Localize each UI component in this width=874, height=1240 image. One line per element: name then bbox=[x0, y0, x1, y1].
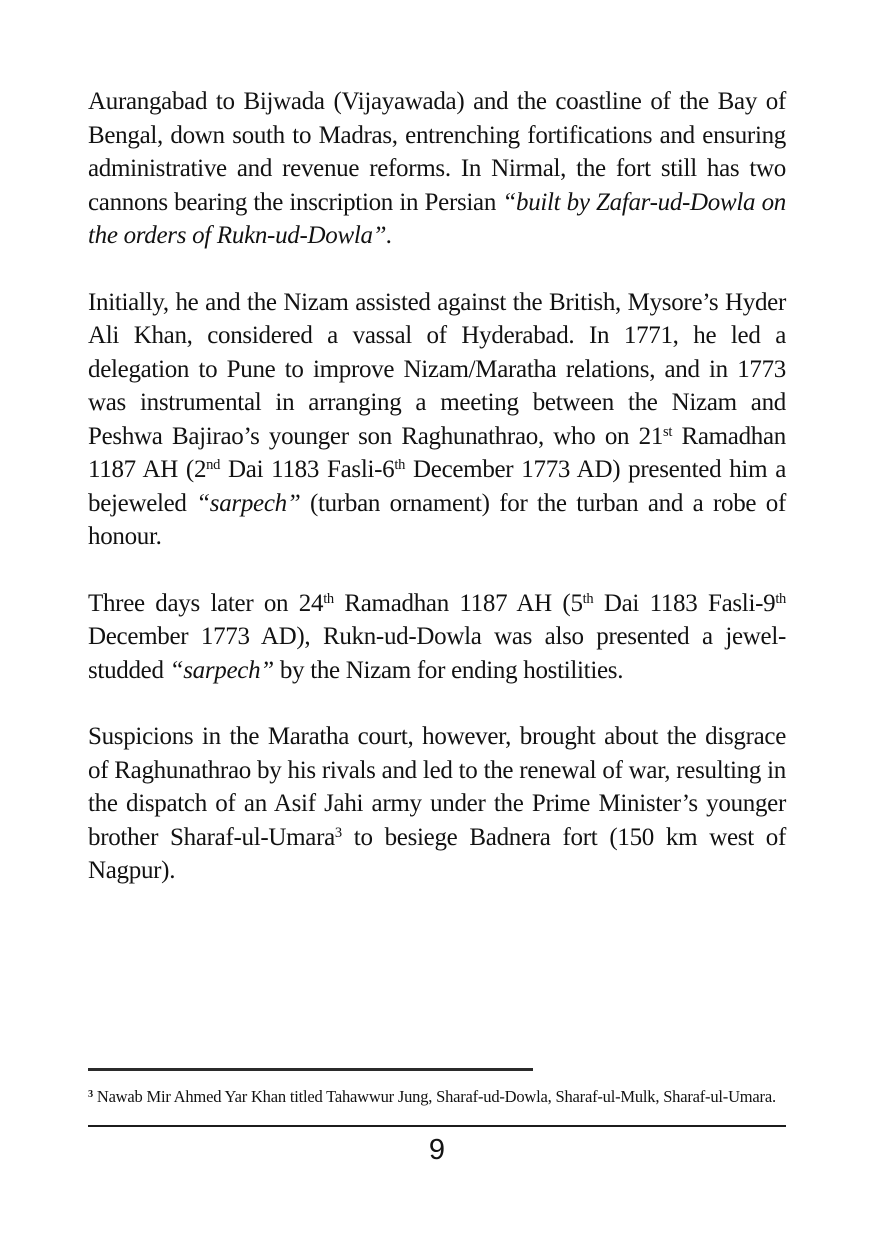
body-paragraph-4: Suspicions in the Maratha court, however, brought about the disgrace of Raghunathrao by his rivals and led to the renewal of war, resulting in the dispatch of an Asif Jahi army under the Prime Minister’s younger brother Sharaf-ul-Umara$^3$ to besiege Badnera fort (150 km west of Nagpur). bbox=[88, 723, 787, 884]
body-paragraph-1: Aurangabad to Bijwada (Vijayawada) and the coastline of the Bay of Bengal, down south to Madras, entrenching fortifications and ensuring administrative and revenue reforms. In Nirmal, the fort still has two cannons bearing the inscription in Persian “built by Zafar-ud-Dowla on the orders of Rukn-ud-Dowla”. bbox=[88, 88, 786, 249]
page-number: 9 bbox=[428, 1134, 446, 1166]
footer-divider-rule bbox=[88, 1125, 786, 1127]
footnote-separator-rule bbox=[88, 1068, 533, 1071]
page-body bbox=[88, 85, 786, 921]
footnote-text: $^3$ Nawab Mir Ahmed Yar Khan titled Tahawwur Jung, Sharaf-ud-Dowla, Sharaf-ul-Mulk, Sharaf-ul-Umara. bbox=[88, 1087, 776, 1106]
body-paragraph-2: Initially, he and the Nizam assisted against the British, Mysore’s Hyder Ali Khan, considered a vassal of Hyderabad. In 1771, he led a delegation to Pune to improve Nizam/Maratha relations, and in 1773 was instrumental in arranging a meeting between the Nizam and Peshwa Bajirao’s younger son Raghunathrao, who on 21st Ramadhan 1187 AH (2nd Dai 1183 Fasli-6th December 1773 AD) presented him a bejeweled “sarpech” (turban ornament) for the turban and a robe of honour. bbox=[88, 288, 786, 550]
body-paragraph-3: Three days later on 24th Ramadhan 1187 AH (5th Dai 1183 Fasli-9th December 1773 AD), Rukn-ud-Dowla was also presented a jewel-studded “sarpech” by the Nizam for ending hostilities. bbox=[88, 589, 786, 684]
